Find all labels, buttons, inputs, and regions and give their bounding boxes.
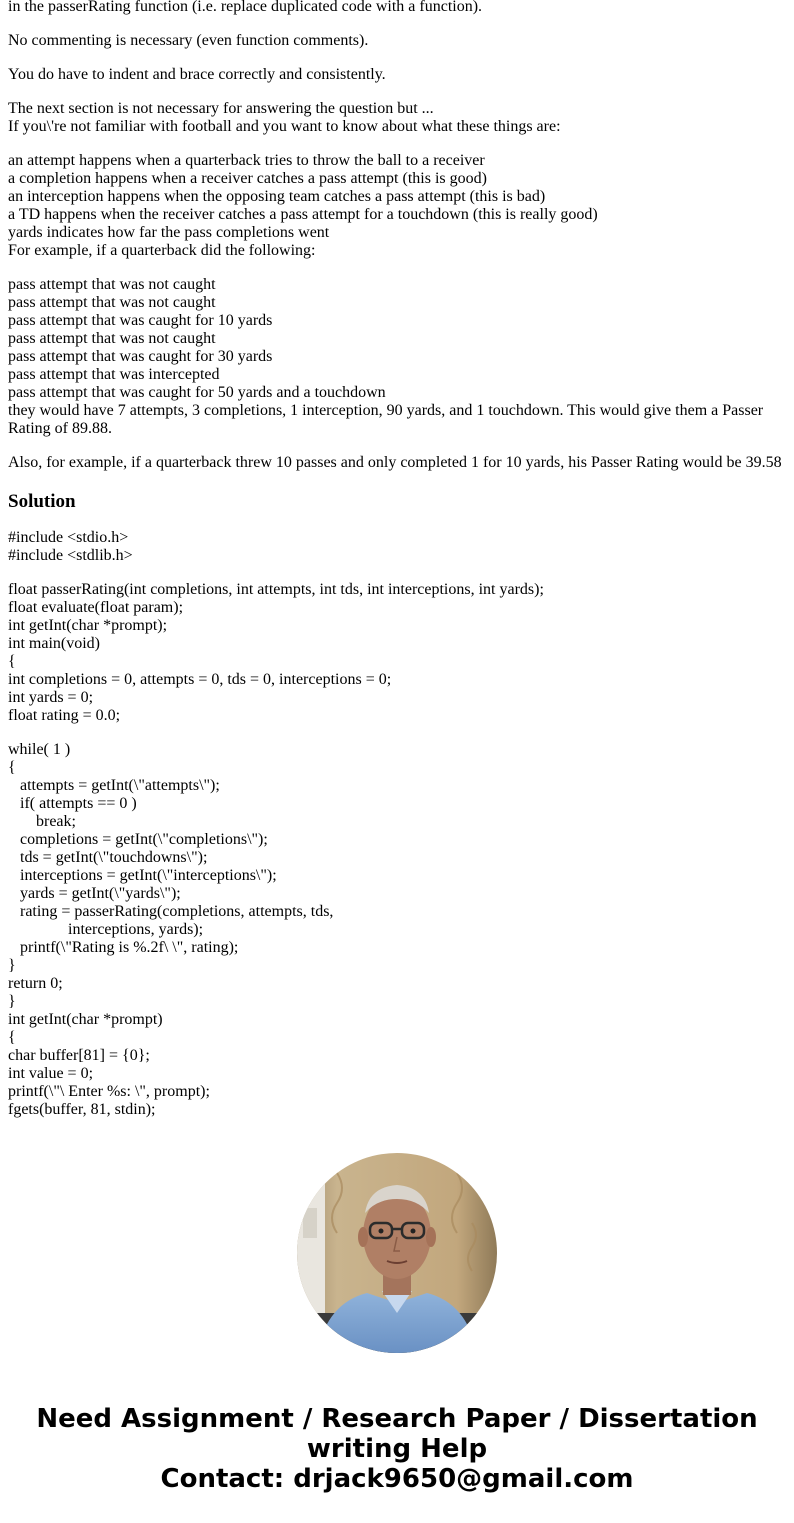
pass-summary: they would have 7 attempts, 3 completions, 1 interception, 90 yards, and 1 touchdown. This would give them a Passer Rating of 89.88.: [8, 402, 764, 437]
definition-line: yards indicates how far the pass completions went: [8, 224, 330, 241]
code-line: printf(\"\ Enter %s: \", prompt);: [8, 1083, 210, 1100]
definition-line: an interception happens when the opposing team catches a pass attempt (this is bad): [8, 188, 546, 205]
code-line: float evaluate(float param);: [8, 599, 184, 616]
code-line: int getInt(char *prompt);: [8, 617, 168, 634]
pass-line: pass attempt that was intercepted: [8, 366, 220, 383]
pass-line: pass attempt that was caught for 50 yards and a touchdown: [8, 384, 386, 401]
code-line: }: [8, 957, 16, 974]
code-line: }: [8, 993, 16, 1010]
definition-line: a TD happens when the receiver catches a pass attempt for a touchdown (this is really good): [8, 206, 598, 223]
code-line: break;: [8, 813, 76, 830]
code-line: printf(\"Rating is %.2f\ \", rating);: [8, 939, 239, 956]
pass-line: pass attempt that was not caught: [8, 294, 216, 311]
code-line: completions = getInt(\"completions\");: [8, 831, 268, 848]
code-line: while( 1 ): [8, 741, 71, 758]
code-line: #include <stdlib.h>: [8, 547, 133, 564]
promo-contact: Contact: drjack9650@gmail.com: [160, 1464, 634, 1494]
example-two: Also, for example, if a quarterback threw 10 passes and only completed 1 for 10 yards, his Passer Rating would be 39.58: [8, 454, 782, 471]
intro-line: You do have to indent and brace correctly and consistently.: [8, 66, 386, 83]
code-line: float passerRating(int completions, int attempts, int tds, int interceptions, int yards);: [8, 581, 544, 598]
football-intro-line: The next section is not necessary for answering the question but ...: [8, 100, 434, 117]
definition-line: an attempt happens when a quarterback tries to throw the ball to a receiver: [8, 152, 485, 169]
intro-line: No commenting is necessary (even function comments).: [8, 32, 369, 49]
solution-heading: Solution: [8, 491, 76, 512]
promo-line: writing Help: [306, 1434, 488, 1464]
author-photo-image: [297, 1153, 497, 1353]
definition-line: For example, if a quarterback did the following:: [8, 242, 316, 259]
code-line: interceptions, yards);: [8, 921, 204, 938]
code-line: yards = getInt(\"yards\");: [8, 885, 181, 902]
code-line: int main(void): [8, 635, 100, 652]
code-line: if( attempts == 0 ): [8, 795, 137, 812]
promo-banner: [0, 1404, 794, 1494]
pass-line: pass attempt that was caught for 10 yards: [8, 312, 273, 329]
definition-line: a completion happens when a receiver catches a pass attempt (this is good): [8, 170, 487, 187]
code-line: {: [8, 653, 16, 670]
code-line: {: [8, 1029, 16, 1046]
pass-line: pass attempt that was caught for 30 yards: [8, 348, 273, 365]
code-line: return 0;: [8, 975, 63, 992]
code-line: interceptions = getInt(\"interceptions\");: [8, 867, 277, 884]
code-line: int completions = 0, attempts = 0, tds = 0, interceptions = 0;: [8, 671, 392, 688]
intro-line: in the passerRating function (i.e. replace duplicated code with a function).: [8, 0, 483, 15]
code-line: fgets(buffer, 81, stdin);: [8, 1101, 156, 1118]
code-line: {: [8, 759, 16, 776]
code-line: attempts = getInt(\"attempts\");: [8, 777, 220, 794]
code-line: int yards = 0;: [8, 689, 94, 706]
document-body: [8, 0, 788, 1119]
football-intro-line: If you\'re not familiar with football and you want to know about what these things are:: [8, 118, 561, 135]
code-line: float rating = 0.0;: [8, 707, 121, 724]
promo-line: Need Assignment / Research Paper / Dissertation: [36, 1404, 758, 1434]
code-line: #include <stdio.h>: [8, 529, 129, 546]
code-line: char buffer[81] = {0};: [8, 1047, 150, 1064]
pass-line: pass attempt that was not caught: [8, 276, 216, 293]
pass-line: pass attempt that was not caught: [8, 330, 216, 347]
code-line: rating = passerRating(completions, attempts, tds,: [8, 903, 334, 920]
code-line: int value = 0;: [8, 1065, 94, 1082]
code-line: int getInt(char *prompt): [8, 1011, 163, 1028]
code-line: tds = getInt(\"touchdowns\");: [8, 849, 208, 866]
author-photo: [297, 1153, 497, 1353]
